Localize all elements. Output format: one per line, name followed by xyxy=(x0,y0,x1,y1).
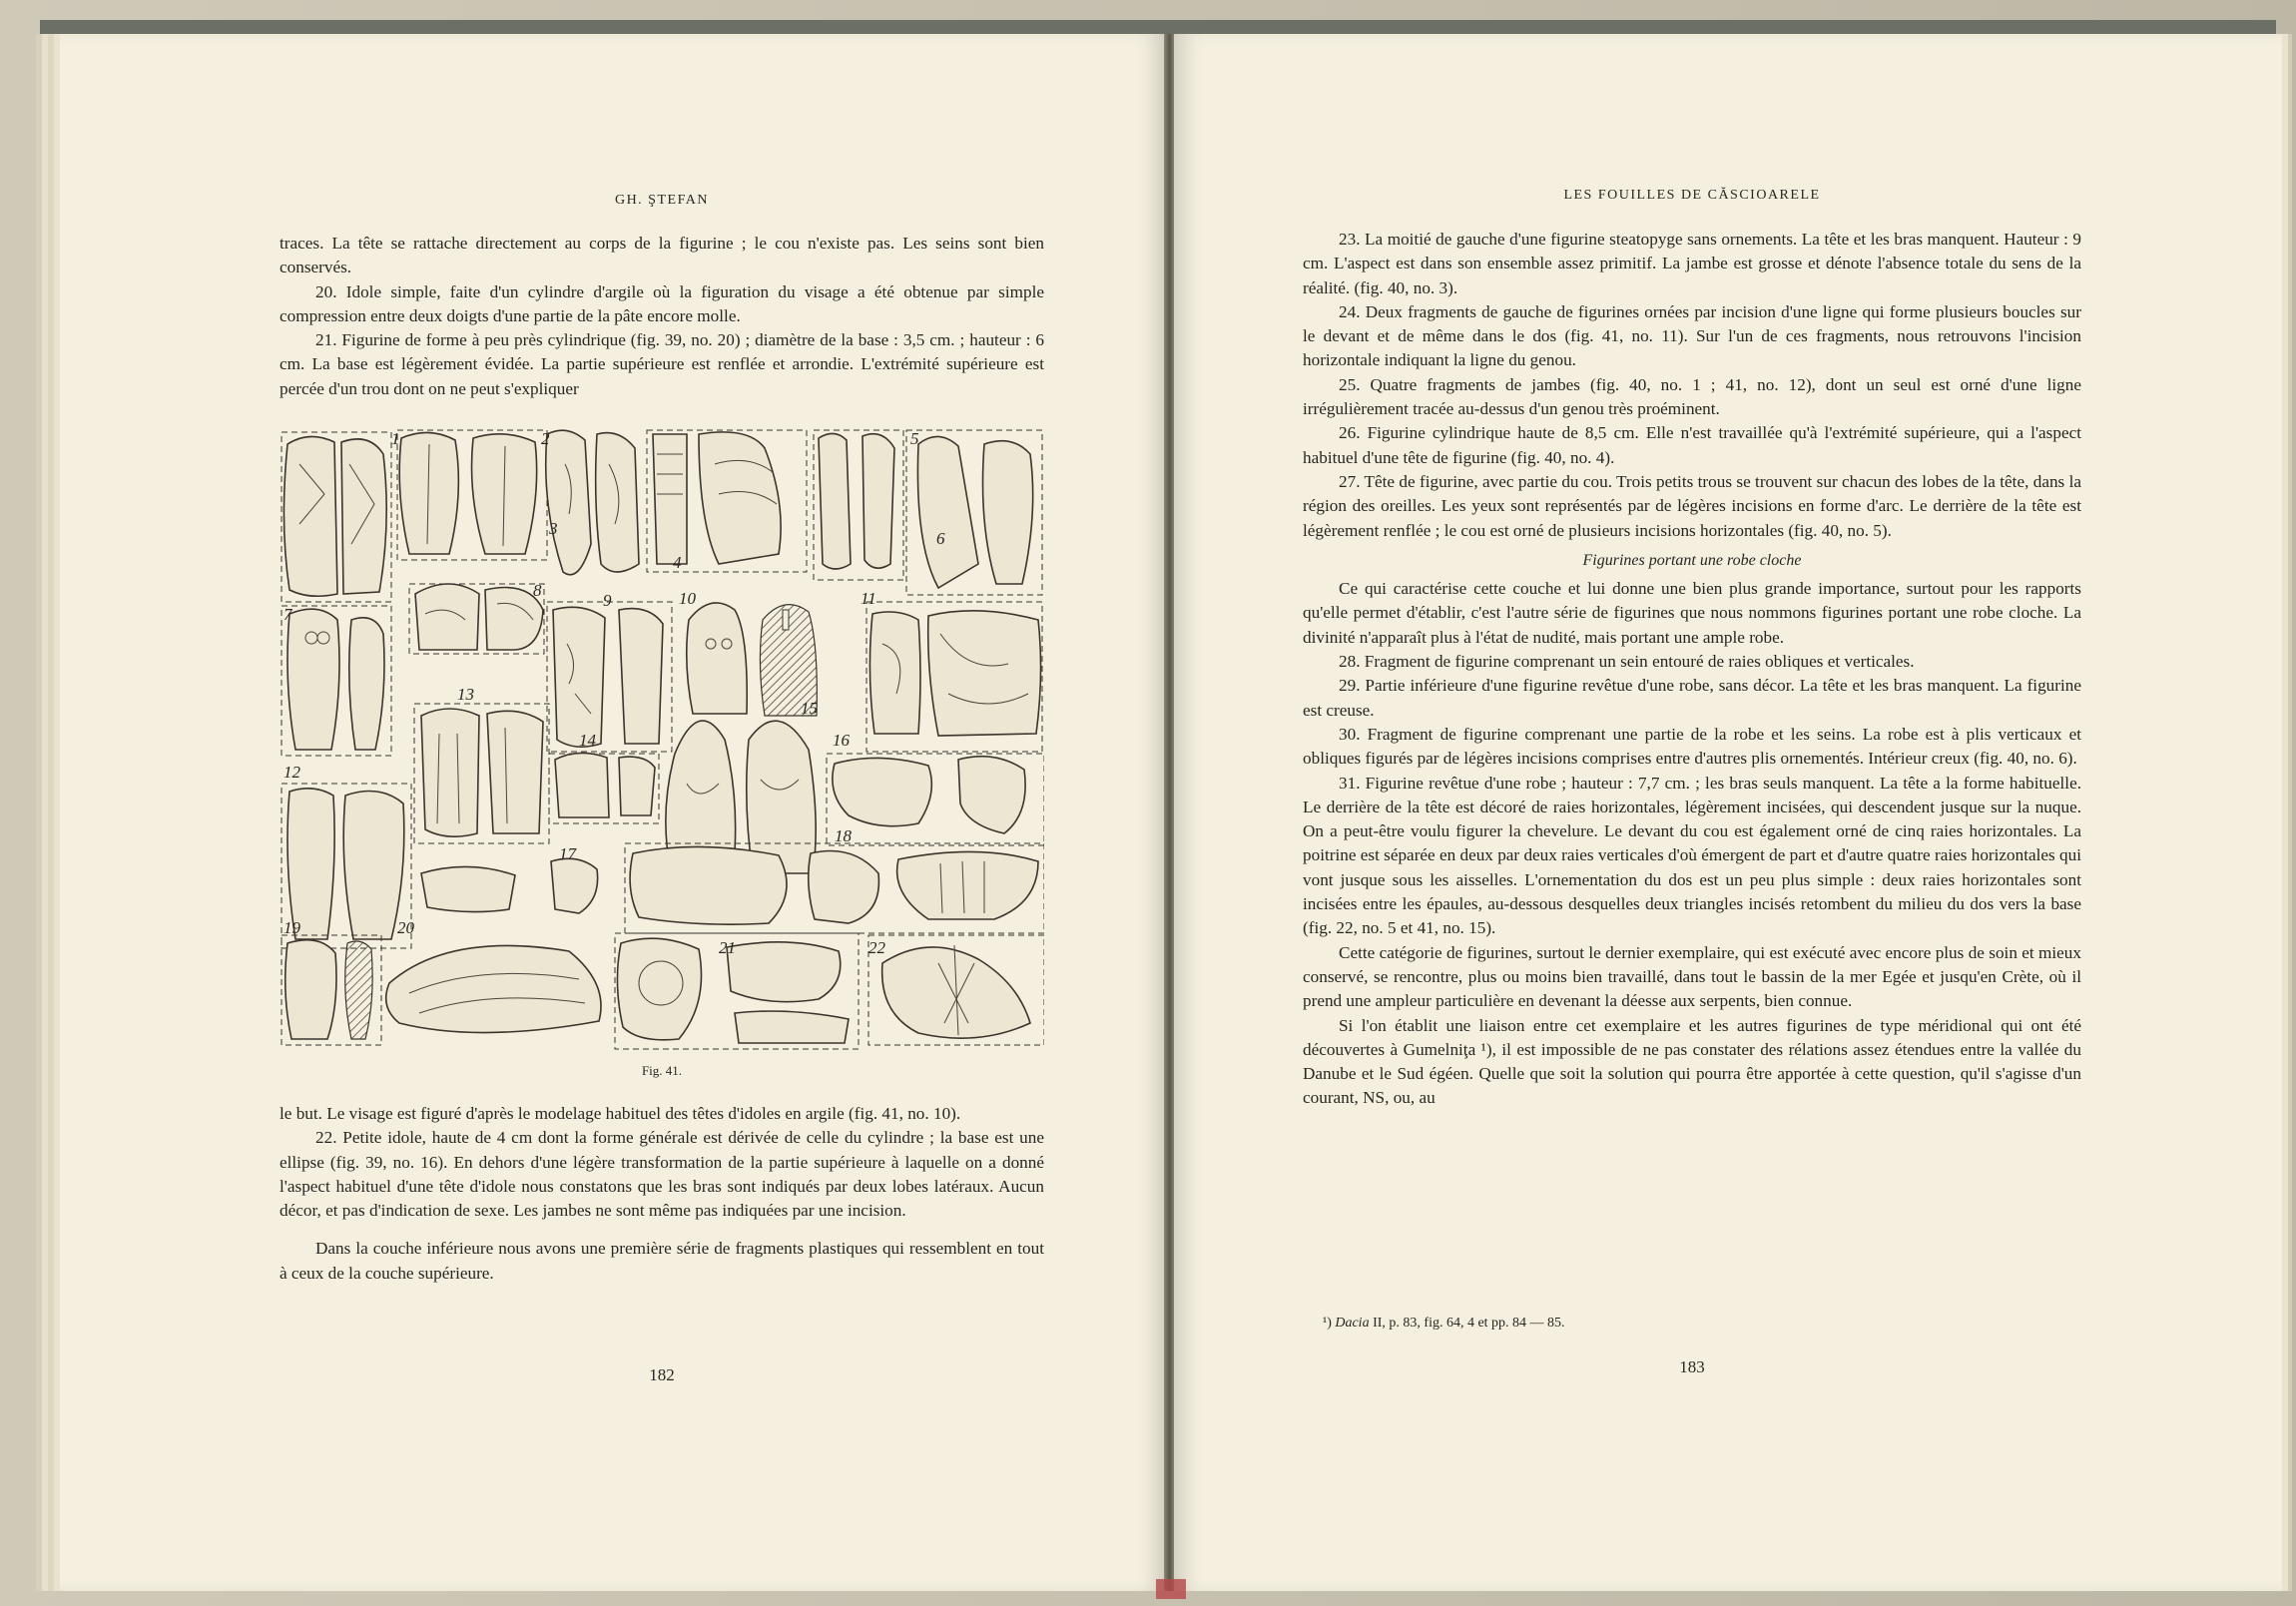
figure-number: 10 xyxy=(679,589,696,608)
fragment-18 xyxy=(625,843,1044,933)
footnote-mark: ¹) xyxy=(1323,1316,1332,1331)
left-running-head: GH. ŞTEFAN xyxy=(614,193,710,208)
left-text-top xyxy=(280,232,1044,401)
paragraph: 31. Figurine revêtue d'une robe ; hauteur : 7,7 cm. ; les bras seuls manquent. La tête a la forme habituelle. Le derrière de la tête est décoré de raies horizontales, légèrement incisées, qui descendent jusque sur la nuque. On a peut-être voulu figurer la chevelure. Le devant du cou est également orné de cinq raies horizontales. La poitrine est séparée en deux par deux raies verticales d'où émergent de part et d'autre quatre raies horizontales qui vont jusque sous les aisselles. L'ornementation du dos est un peu plus simple : deux raies horizontales sont incisées entre les épaules, au-dessous desquelles deux triangles incisés retombent du milieu du dos vers la base (fig. 22, no. 5 et 41, no. 15). xyxy=(1303,773,2081,938)
figure-number: 7 xyxy=(284,605,292,624)
right-text xyxy=(1303,228,2081,1111)
fragment-20 xyxy=(386,945,601,1032)
figure-number: 18 xyxy=(835,826,852,845)
footnote-journal: Dacia xyxy=(1335,1316,1370,1331)
fragment-14 xyxy=(549,753,659,823)
paragraph: 22. Petite idole, haute de 4 cm dont la forme générale est dérivée de celle du cylindre ; la base est une ellipse (fig. 39, no. 16). En dehors d'une légère transformation de la partie supérieure à laquelle on a donné l'aspect habituel d'une tête d'idole nous constatons que les bras sont indiqués par deux lobes latéraux. Aucun décor, et pas d'indication de sexe. Les jambes ne sont même pas indiquées par une incision. xyxy=(280,1128,1044,1221)
paragraph: 27. Tête de figurine, avec partie du cou. Trois petits trous se trouvent sur chacun des lobes de la tête, dans la région des oreilles. Les yeux sont représentés par de légères incisions en forme d'arc. Le derrière de la tête est légèrement renflée ; le cou est orné de plusieurs incisions horizontales (fig. 40, no. 5). xyxy=(1303,471,2081,540)
footnote xyxy=(1323,1316,2081,1332)
paragraph: Si l'on établit une liaison entre cet exemplaire et les autres figurines de type méridional qui ont été découvertes à Gumelniţa ¹), il est impossible de ne pas constater des rélations assez étendues entre la vallée du Danube et le Sud égéen. Quelle que soit la solution qui pourra être apportée à cette question, qu'il s'agisse d'un courant, NS, ou, au xyxy=(1303,1015,2081,1108)
paragraph: le but. Le visage est figuré d'après le modelage habituel des têtes d'idoles en argile (fig. 41, no. 10). xyxy=(280,1104,961,1123)
paragraph: 25. Quatre fragments de jambes (fig. 40, no. 1 ; 41, no. 12), dont un seul est orné d'une ligne irrégulièrement tracée au-dessus d'un genou très proéminent. xyxy=(1303,374,2081,419)
figure-number: 13 xyxy=(457,685,474,704)
paragraph: 23. La moitié de gauche d'une figurine steatopyge sans ornements. La tête et les bras manquent. Hauteur : 9 cm. L'aspect est dans son ensemble assez primitif. La jambe est grosse et dénote l'absence totale du sens de la réalité. (fig. 40, no. 3). xyxy=(1303,230,2081,297)
figure-number: 21 xyxy=(719,938,736,957)
fragment-1 xyxy=(282,432,391,602)
figure-number: 11 xyxy=(861,589,876,608)
figure-number: 5 xyxy=(910,429,919,448)
figure-caption: Fig. 41. xyxy=(641,1063,683,1078)
paragraph: 24. Deux fragments de gauche de figurines ornées par incision d'une ligne qui forme plusieurs boucles sur le devant et de même dans le dos (fig. 41, no. 11). Sur l'un de ces fragments, nous retrouvons l'incision horizontale indiquant la ligne du genou. xyxy=(1303,301,2081,370)
figure-number: 14 xyxy=(579,731,596,750)
figure-number: 20 xyxy=(397,918,414,937)
fragment-9 xyxy=(547,602,672,752)
fragment-6 xyxy=(906,430,1042,595)
footnote-text: II, p. 83, fig. 64, 4 et pp. 84 — 85. xyxy=(1369,1316,1565,1331)
figure-number: 19 xyxy=(284,918,300,937)
paragraph: Ce qui caractérise cette couche et lui donne une bien plus grande importance, surtout pour les rapports qu'elle permet d'établir, c'est l'autre série de figurines que nous nommons figurines portant une robe cloche. La divinité n'apparaît plus à l'état de nudité, mais portant une ample robe. xyxy=(1303,579,2081,647)
left-text-bottom xyxy=(280,1102,1044,1286)
fragment-13 xyxy=(414,704,549,843)
figure-number: 12 xyxy=(284,763,300,782)
paragraph: 29. Partie inférieure d'une figurine revêtue d'une robe, sans décor. La tête et les bras manquent. La figurine est creuse. xyxy=(1303,676,2081,720)
paragraph: 28. Fragment de figurine comprenant un sein entouré de raies obliques et verticales. xyxy=(1339,652,1915,672)
fragment-2 xyxy=(397,430,547,560)
right-running-head: LES FOUILLES DE CĂSCIOARELE xyxy=(1563,188,1821,203)
fragment-16 xyxy=(827,754,1044,845)
fragment-4 xyxy=(647,430,807,572)
figure-number: 22 xyxy=(868,938,885,957)
figure-41 xyxy=(280,424,1044,1053)
fragment-3 xyxy=(546,430,639,575)
figure-number: 16 xyxy=(833,731,850,750)
fragment-22 xyxy=(868,935,1044,1045)
fragment-8 xyxy=(409,584,544,654)
figure-number: 8 xyxy=(533,581,542,600)
paragraph: 30. Fragment de figurine comprenant une partie de la robe et les seins. La robe est à plis verticaux et obliques figurés par de légères incisions comprises entre d'autres plis ornementés. Intérieur creux (fig. 40, no. 6). xyxy=(1303,724,2081,769)
section-subheading: Figurines portant une robe cloche xyxy=(1582,551,1802,569)
paragraph: Dans la couche inférieure nous avons une première série de fragments plastiques qui ressemblent en tout à ceux de la couche supérieure. xyxy=(280,1239,1044,1283)
figure-number: 9 xyxy=(603,591,612,610)
fragment-5 xyxy=(814,430,903,580)
fragment-11 xyxy=(866,602,1042,752)
bookmark-ribbon xyxy=(1156,1579,1186,1599)
paragraph: 21. Figurine de forme à peu près cylindrique (fig. 39, no. 20) ; diamètre de la base : 3,5 cm. ; hauteur : 6 cm. La base est légèrement évidée. La partie supérieure est renflée et arrondie. L'extrémité supérieure est percée d'un trou dont on ne peut s'expliquer xyxy=(280,330,1044,398)
figure-number: 4 xyxy=(673,553,682,572)
figure-number: 3 xyxy=(549,519,558,538)
figure-number: 17 xyxy=(559,844,576,863)
right-page-number: 183 xyxy=(1679,1357,1705,1376)
figure-41-drawing xyxy=(280,424,1044,1053)
figure-number: 2 xyxy=(541,429,550,448)
paragraph: 26. Figurine cylindrique haute de 8,5 cm. Elle n'est travaillée qu'à l'extrémité supérieure, qui a l'aspect habituel d'une tête de figurine (fig. 40, no. 4). xyxy=(1303,423,2081,467)
paragraph: Cette catégorie de figurines, surtout le dernier exemplaire, qui est exécuté avec encore plus de soin et mieux conservé, se rencontre, plus ou moins bien travaillé, dans tout le bassin de la mer Egée et jusqu'en Crète, où il prend une ampleur particulière en devenant la déesse aux serpents, bien connue. xyxy=(1303,942,2081,1011)
figure-number: 1 xyxy=(391,429,400,448)
paragraph: traces. La tête se rattache directement au corps de la figurine ; le cou n'existe pas. Les seins sont bien conservés. xyxy=(280,234,1044,277)
paragraph: 20. Idole simple, faite d'un cylindre d'argile où la figuration du visage a été obtenue par simple compression entre deux doigts d'une partie de la pâte encore molle. xyxy=(280,281,1044,325)
figure-number: 6 xyxy=(936,529,945,548)
fragment-10 xyxy=(687,603,818,716)
fragment-19 xyxy=(282,935,381,1045)
fragment-21 xyxy=(615,933,859,1049)
left-page-number: 182 xyxy=(649,1365,675,1384)
figure-number: 15 xyxy=(801,699,818,718)
fragment-12 xyxy=(282,784,411,948)
fragment-17 xyxy=(421,858,598,913)
fragment-7 xyxy=(282,606,391,756)
